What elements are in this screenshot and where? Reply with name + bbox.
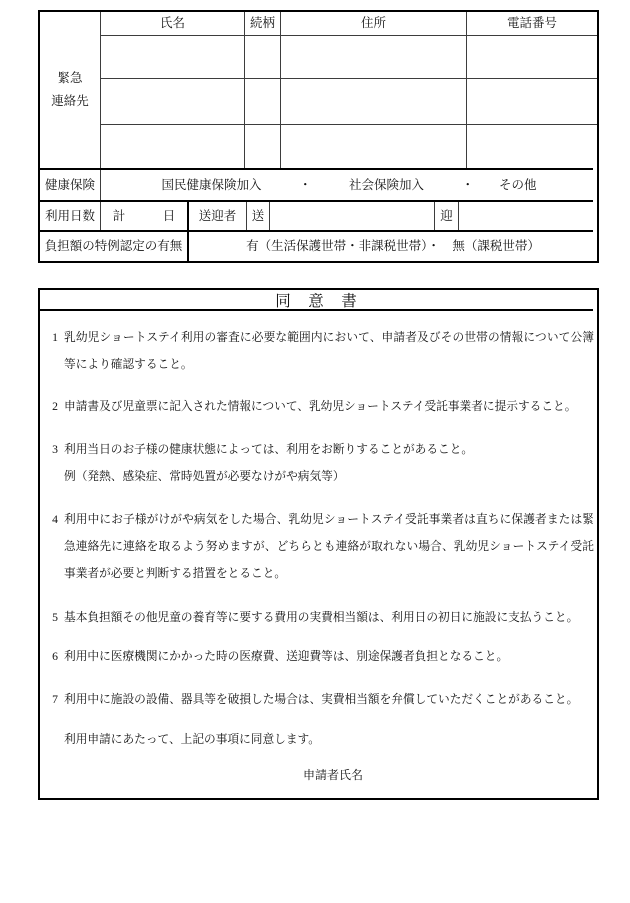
usage-days-label: 利用日数	[40, 202, 101, 230]
consent-item-7-number: 7	[52, 693, 58, 706]
contact-row3-phone-cell	[467, 125, 597, 168]
consent-item-4-text: 利用中にお子様がけがや病気をした場合、乳幼児ショートステイ受託事業者は直ちに保護者または緊急連絡先に連絡を取るよう努めますが、どちらとも連絡が取れない場合、乳幼児ショートステイ受託事業者が必要と判断する措置をとること。	[64, 513, 594, 580]
send-label: 送	[247, 202, 270, 230]
consent-item-1-number: 1	[52, 331, 58, 344]
health-insurance-options: 国民健康保険加入 ・ 社会保険加入 ・ その他	[161, 177, 537, 192]
contact-row1-name-cell	[101, 36, 245, 79]
contact-row2-address-cell	[281, 79, 467, 125]
consent-closing-statement: 利用申請にあたって、上記の事項に同意します。	[64, 733, 320, 746]
contact-row1-address-cell	[281, 36, 467, 79]
consent-item-7-text: 利用中に施設の設備、器具等を破損した場合は、実費相当額を弁償していただくことがあること。	[64, 693, 579, 706]
header-relation: 続柄	[245, 12, 281, 36]
consent-item-6	[40, 643, 597, 670]
header-phone: 電話番号	[467, 12, 597, 36]
consent-item-3	[40, 436, 597, 490]
consent-item-5	[40, 604, 597, 631]
header-name: 氏名	[101, 12, 245, 36]
pickup-person-cell	[459, 202, 597, 230]
consent-item-1	[40, 324, 597, 378]
send-person-cell	[270, 202, 435, 230]
consent-item-2	[40, 393, 597, 420]
contact-row2-phone-cell	[467, 79, 597, 125]
emergency-contact-label-line2: 連絡先	[51, 94, 89, 108]
consent-item-2-number: 2	[52, 400, 58, 413]
applicant-name-label: 申請者氏名	[303, 768, 364, 782]
header-address: 住所	[281, 12, 467, 36]
special-burden-label: 負担額の特例認定の有無	[40, 232, 189, 261]
contact-row3-address-cell	[281, 125, 467, 168]
special-burden-options: 有（生活保護世帯・非課税世帯）・ 無（課税世帯）	[246, 239, 540, 253]
consent-item-4	[40, 506, 597, 587]
contact-row3-relation-cell	[245, 125, 281, 168]
contact-row3-name-cell	[101, 125, 245, 168]
escort-label: 送迎者	[189, 202, 247, 230]
consent-title: 同 意 書	[40, 290, 593, 311]
emergency-contact-label-cell	[40, 12, 101, 168]
usage-days-total-cell: 計 日	[101, 202, 189, 230]
consent-item-6-number: 6	[52, 650, 58, 663]
contact-info-table	[38, 10, 599, 263]
consent-item-3-number: 3	[52, 443, 58, 456]
emergency-contact-label-line1: 緊急	[57, 71, 83, 85]
consent-form	[38, 288, 599, 800]
contact-row1-phone-cell	[467, 36, 597, 79]
consent-item-2-text: 申請書及び児童票に記入された情報について、乳幼児ショートステイ受託事業者に提示すること。	[64, 400, 577, 413]
consent-item-6-text: 利用中に医療機関にかかった時の医療費、送迎費等は、別途保護者負担となること。	[64, 650, 509, 663]
contact-row2-name-cell	[101, 79, 245, 125]
contact-row2-relation-cell	[245, 79, 281, 125]
consent-item-4-number: 4	[52, 513, 58, 526]
consent-item-7	[40, 686, 597, 713]
consent-item-5-number: 5	[52, 611, 58, 624]
consent-item-1-text: 乳幼児ショートステイ利用の審査に必要な範囲内において、申請者及びその世帯の情報について公簿等により確認すること。	[64, 331, 594, 371]
pickup-label: 迎	[435, 202, 459, 230]
consent-item-3-text: 利用当日のお子様の健康状態によっては、利用をお断りすることがあること。	[64, 443, 474, 456]
consent-item-5-text: 基本負担額その他児童の養育等に要する費用の実費相当額は、利用日の初日に施設に支払うこと。	[64, 611, 579, 624]
contact-row1-relation-cell	[245, 36, 281, 79]
health-insurance-label: 健康保険	[40, 170, 101, 200]
consent-item-3-example: 例（発熱、感染症、常時処置が必要なけがや病気等）	[64, 470, 345, 483]
